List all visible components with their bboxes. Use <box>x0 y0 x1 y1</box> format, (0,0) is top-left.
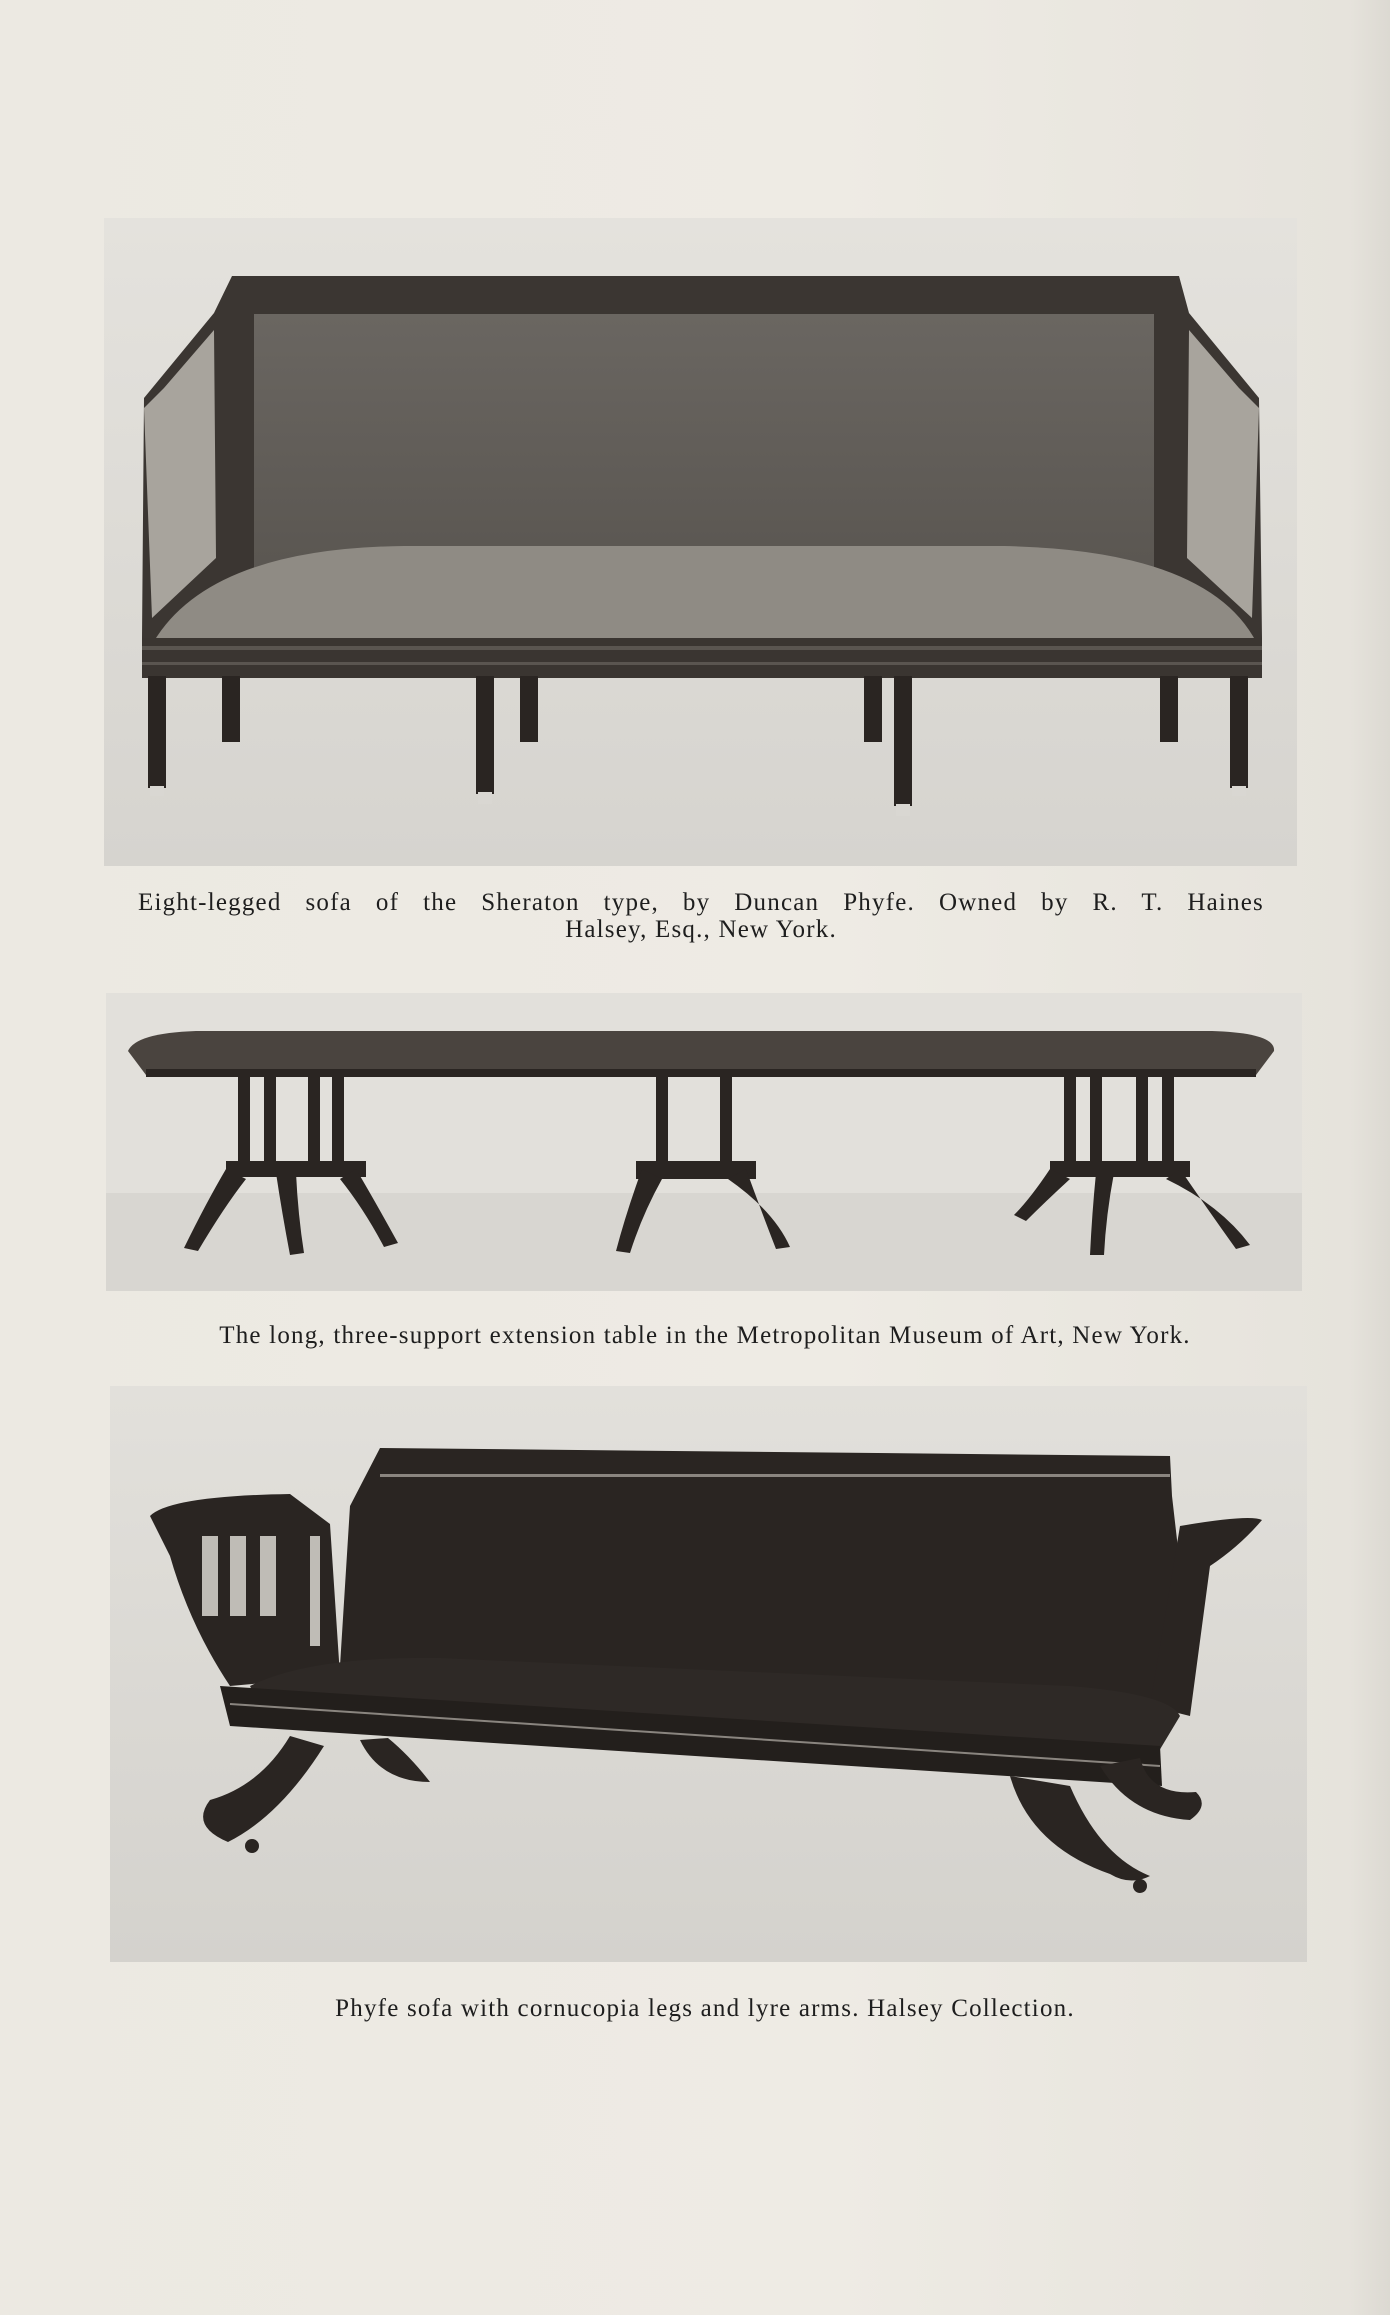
caption-line: The long, three-support extension table in the Metropolitan Museum of Art, New York. <box>219 1322 1191 1349</box>
caption-extension-table <box>120 1322 1290 1349</box>
caption-sheraton-sofa <box>138 889 1264 943</box>
photo-sheraton-sofa <box>104 218 1297 866</box>
photo-phyfe-sofa <box>110 1386 1307 1962</box>
caption-line: Halsey, Esq., New York. <box>565 916 837 943</box>
caption-phyfe-sofa <box>120 1995 1290 2022</box>
caption-line: Phyfe sofa with cornucopia legs and lyre arms. Halsey Collection. <box>335 1995 1075 2022</box>
caption-line: Eight-legged sofa of the Sheraton type, by Duncan Phyfe. Owned by R. T. Haines <box>138 889 1264 916</box>
photo-extension-table <box>106 993 1302 1291</box>
